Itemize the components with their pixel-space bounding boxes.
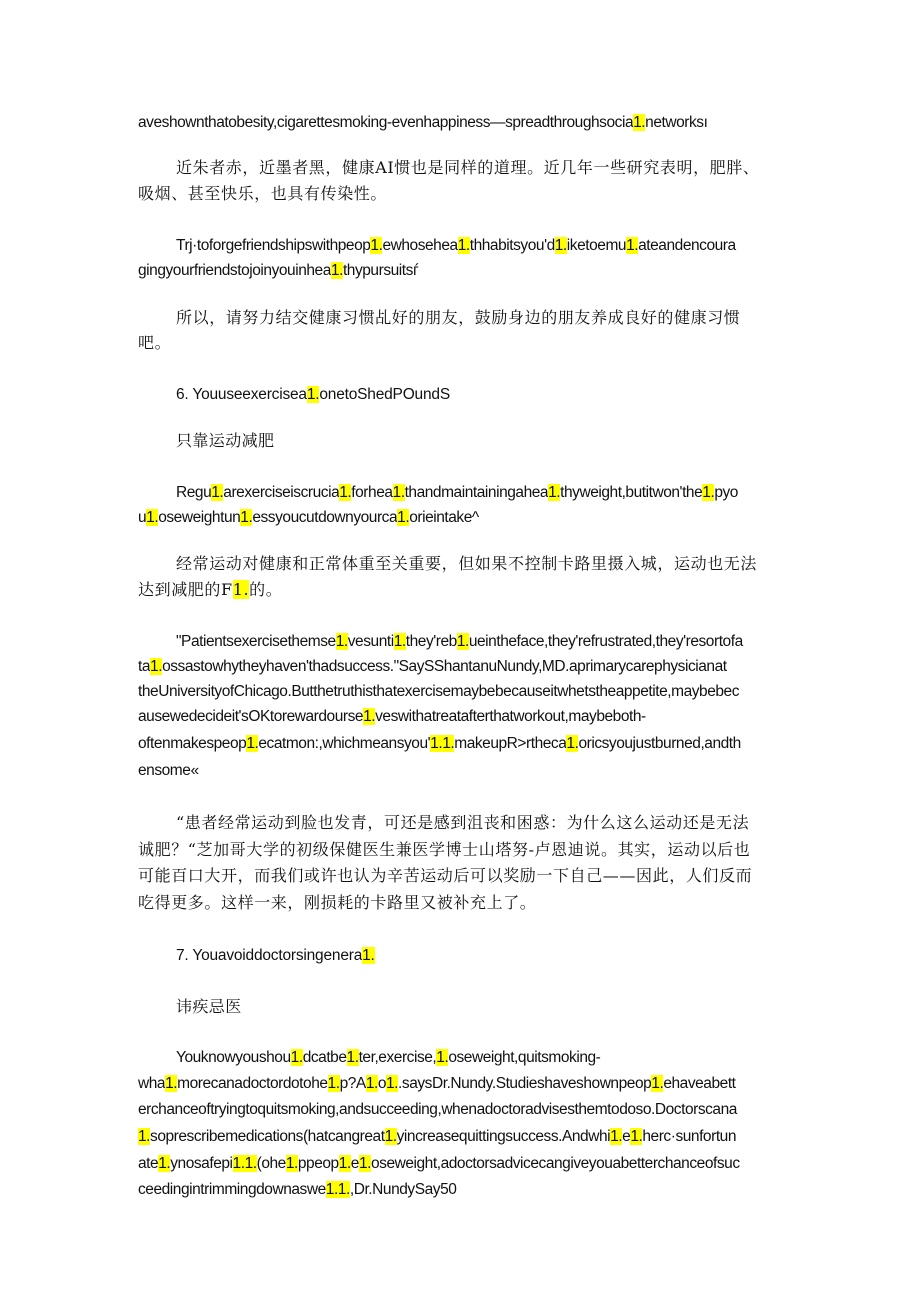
highlight-mark: 1.	[240, 509, 253, 526]
highlight-mark: 1.	[457, 237, 470, 254]
highlight-mark: 1.	[327, 1075, 340, 1092]
highlight-mark: 1.	[566, 735, 579, 752]
highlight-mark: 1.	[339, 484, 352, 501]
quote-en-line-3: theUniversityofChicago.Butthetruthisthatexercisemaybebecauseitwhetstheappetite,maybebec	[138, 683, 740, 700]
quote-en-line-5: oftenmakespeop1.ecatmon:,whichmeansyou'1.1.makeupR>rtheca1.oricsyoujustburned,andth	[138, 735, 741, 752]
paragraph-en-2-line-2: gingyourfriendstojoinyouinhea1.thypursuitsѓ	[138, 262, 419, 279]
paragraph-en-2-line-1: Trj·toforgefriendshipswithpeop1.ewhosehea1.thhabitsyou'd1.iketoemu1.ateandencoura	[176, 237, 736, 254]
highlight-mark: 1.	[232, 580, 250, 599]
quote-en-line-2: ta1.ossastowhytheyhaven'thadsuccess."SaySShantanuNundy,MD.aprimarycarephysicianat	[138, 658, 727, 675]
highlight-mark: 1.	[651, 1075, 664, 1092]
highlight-mark: 1.1.	[232, 1155, 257, 1172]
highlight-mark: 1.	[346, 1049, 359, 1066]
highlight-mark: 1.	[158, 1155, 171, 1172]
paragraph-en-4-line-2: wha1.morecanadoctordotohe1.p?A1.o1..saysDr.Nundy.Studieshaveshownpeop1.ehaveabett	[138, 1075, 736, 1092]
paragraph-zh-4-line-4: 吃得更多。这样一来，刚损耗的卡路里又被补充上了。	[138, 893, 537, 912]
paragraph-zh-2-line-2: 吧。	[138, 333, 172, 352]
highlight-mark: 1.	[436, 1049, 449, 1066]
highlight-mark: 1.	[146, 509, 159, 526]
highlight-mark: 1.	[393, 633, 406, 650]
highlight-mark: 1.	[392, 484, 405, 501]
paragraph-en-3-line-1: Regu1.arexerciseiscrucia1.forhea1.thandmaintainingahea1.thyweight,butitwon'the1.pyo	[176, 484, 738, 501]
highlight-mark: 1.	[554, 237, 567, 254]
highlight-mark: 1.	[285, 1155, 298, 1172]
highlight-mark: 1.	[335, 633, 348, 650]
paragraph-en-4-line-3: erchanceoftryingtoquitsmoking,andsucceeding,whenadoctoradvisesthemtodoso.Doctorscana	[138, 1101, 737, 1118]
highlight-mark: 1.	[330, 262, 343, 279]
highlight-mark: 1.1.	[325, 1181, 350, 1198]
paragraph-en-4-line-1: Youknowyoushou1.dcatbe1.ter,exercise,1.oseweight,quitsmoking-	[176, 1049, 601, 1066]
quote-en-line-6: ensome«	[138, 762, 199, 779]
paragraph-en-3-line-2: u1.oseweightun1.essyoucutdownyourca1.orieintake^	[138, 509, 479, 526]
highlight-mark: 1.	[702, 484, 715, 501]
highlight-mark: 1.	[610, 1128, 623, 1145]
highlight-mark: 1.	[370, 237, 383, 254]
paragraph-zh-2-line-1: 所以，请努力结交健康习惯乩好的朋友，鼓励身边的朋友养成良好的健康习惯	[176, 308, 741, 327]
highlight-mark: 1.	[397, 509, 410, 526]
highlight-mark: 1.	[630, 1128, 643, 1145]
highlight-mark: 1.	[548, 484, 561, 501]
paragraph-zh-4-line-1: “患者经常运动到脸也发青，可还是感到沮丧和困惑：为什么这么运动还是无法	[176, 813, 750, 832]
highlight-mark: 1.1.	[430, 735, 455, 752]
highlight-mark: 1.	[456, 633, 469, 650]
paragraph-zh-3-line-2: 达到减肥的F1.的。	[138, 580, 283, 599]
paragraph-en-4-line-4: 1.soprescribemedications(hatcangreat1.yincreasequittingsuccess.Andwhi1.e1.herc·sunfortun	[138, 1128, 737, 1145]
section-heading-7: 7. Youavoiddoctorsingenera1.	[176, 947, 375, 964]
section-heading-6: 6. Youuseexercisea1.onetoShedPOundS	[176, 386, 450, 403]
highlight-mark: 1.	[165, 1075, 178, 1092]
highlight-mark: 1.	[150, 658, 163, 675]
paragraph-en-4-line-6: ceedingintrimmingdownaswe1.1.,Dr.NundySay50	[138, 1181, 457, 1198]
highlight-mark: 1.	[138, 1128, 151, 1145]
highlight-mark: 1.	[306, 386, 320, 403]
highlight-mark: 1.	[633, 114, 646, 131]
paragraph-zh-3-line-1: 经常运动对健康和正常体重至关重要，但如果不控制卡路里摄入城，运动也无法	[176, 554, 758, 573]
paragraph-zh-4-line-3: 可能百口大开，而我们或许也认为辛苦运动后可以奖励一下自己——因此，人们反而	[138, 866, 753, 885]
highlight-mark: 1.	[211, 484, 224, 501]
quote-en-line-4: ausewedecideit'sOKtorewardourse1.veswithatreatafterthatworkout,maybeboth-	[138, 708, 646, 725]
highlight-mark: 1.	[365, 1075, 378, 1092]
paragraph-zh-1-line-1: 近朱者赤，近墨者黑，健康AI惯也是同样的道理。近几年一些研究表明，肥胖、	[176, 158, 760, 177]
paragraph-zh-1-line-2: 吸烟、甚至快乐，也具有传染性。	[138, 184, 388, 203]
highlight-mark: 1.	[358, 1155, 371, 1172]
highlight-mark: 1.	[626, 237, 639, 254]
section-heading-7-zh: 讳疾忌医	[176, 997, 242, 1016]
highlight-mark: 1.	[246, 735, 259, 752]
section-heading-6-zh: 只靠运动减肥	[176, 431, 275, 450]
quote-en-line-1: "Patientsexercisethemse1.vesunti1.they'reb1.ueintheface,they'refrustrated,they'resortofa	[176, 633, 743, 650]
paragraph-en-1: aveshownthatobesity,cigarettesmoking-evenhappiness—spreadthroughsocia1.networksı	[138, 114, 708, 131]
highlight-mark: 1.	[386, 1075, 399, 1092]
highlight-mark: 1.	[384, 1128, 397, 1145]
paragraph-en-4-line-5: ate1.ynosafepi1.1.(ohe1.ppeop1.e1.oseweight,adoctorsadvicecangiveyouabetterchanceofsuc	[138, 1155, 740, 1172]
highlight-mark: 1.	[362, 947, 375, 964]
highlight-mark: 1.	[338, 1155, 351, 1172]
highlight-mark: 1.	[290, 1049, 303, 1066]
paragraph-zh-4-line-2: 诚肥？“芝加哥大学的初级保健医生兼医学博士山塔努-卢恩迪说。其实，运动以后也	[138, 840, 751, 859]
highlight-mark: 1.	[363, 708, 376, 725]
